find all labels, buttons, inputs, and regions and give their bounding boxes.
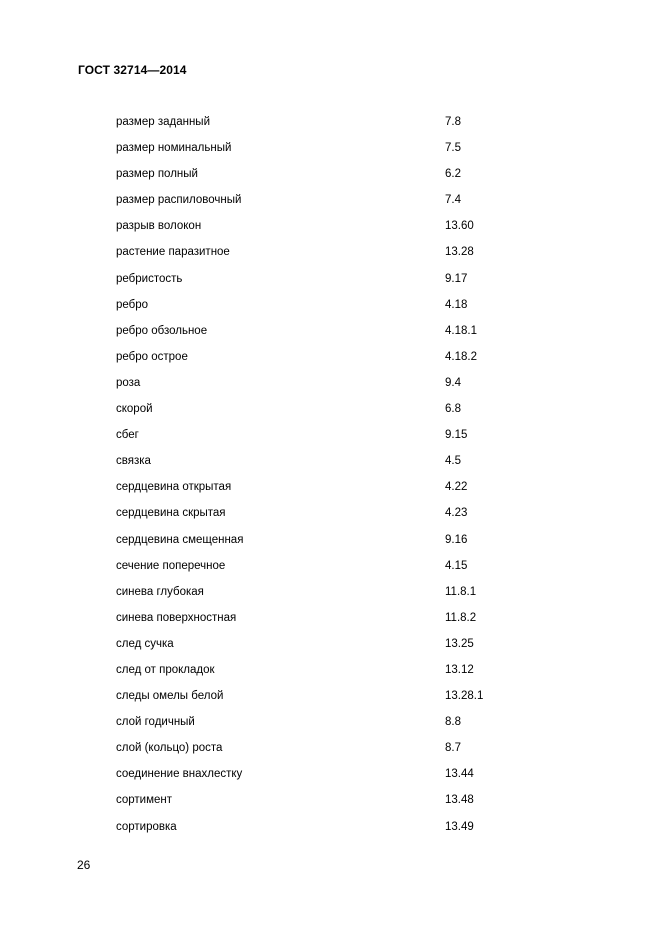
entry-reference: 4.15 xyxy=(445,559,468,572)
entry-term: синева глубокая xyxy=(116,585,204,598)
index-entry xyxy=(0,660,661,686)
entry-reference: 7.8 xyxy=(445,116,461,128)
entry-reference: 9.17 xyxy=(445,272,468,285)
index-entry xyxy=(0,295,661,321)
index-entry xyxy=(0,712,661,738)
index-entry xyxy=(0,399,661,425)
entry-reference: 11.8.1 xyxy=(445,585,477,598)
index-entry xyxy=(0,634,661,660)
entry-term: размер полный xyxy=(116,168,198,181)
entry-reference: 6.2 xyxy=(445,168,461,181)
entry-term: сердцевина смещенная xyxy=(116,533,244,546)
entry-reference: 4.18.2 xyxy=(445,350,477,363)
index-entry xyxy=(0,190,661,216)
entry-term: разрыв волокон xyxy=(116,220,202,233)
index-entry xyxy=(0,373,661,399)
entry-term: ребро обзольное xyxy=(116,324,208,337)
index-entry xyxy=(0,790,661,816)
entry-reference: 6.8 xyxy=(445,403,461,416)
entry-reference: 4.18 xyxy=(445,298,468,311)
index-entry xyxy=(0,347,661,373)
entry-reference: 8.8 xyxy=(445,716,461,729)
index-entry xyxy=(0,738,661,764)
entry-term: ребристость xyxy=(116,272,183,285)
entry-reference: 4.5 xyxy=(445,455,461,468)
index-entry xyxy=(0,556,661,582)
index-entry xyxy=(0,138,661,164)
index-entry xyxy=(0,269,661,295)
entry-term: ребро xyxy=(116,298,149,311)
index-entry xyxy=(0,764,661,790)
entry-term: синева поверхностная xyxy=(116,611,237,624)
index-entry xyxy=(0,608,661,634)
entry-reference: 13.25 xyxy=(445,637,474,650)
page-number: 26 xyxy=(77,858,91,872)
index-entry xyxy=(0,686,661,712)
entry-term: растение паразитное xyxy=(116,246,230,259)
index-entry xyxy=(0,817,661,843)
term-index-list xyxy=(0,112,661,843)
entry-term: роза xyxy=(116,376,141,389)
entry-term: соединение внахлестку xyxy=(116,768,243,781)
index-entry xyxy=(0,503,661,529)
entry-term: сердцевина открытая xyxy=(116,481,232,494)
entry-reference: 13.60 xyxy=(445,220,474,233)
index-entry xyxy=(0,321,661,347)
entry-reference: 13.28.1 xyxy=(445,690,484,703)
entry-term: размер номинальный xyxy=(116,142,232,155)
entry-term: скорой xyxy=(116,403,153,416)
index-entry xyxy=(0,164,661,190)
entry-reference: 4.23 xyxy=(445,507,468,520)
entry-term: сортимент xyxy=(116,794,173,807)
entry-reference: 13.12 xyxy=(445,663,474,676)
entry-reference: 9.16 xyxy=(445,533,468,546)
entry-reference: 9.4 xyxy=(445,376,461,389)
entry-term: след сучка xyxy=(116,637,174,650)
index-entry xyxy=(0,242,661,268)
entry-reference: 8.7 xyxy=(445,742,461,755)
entry-term: след от прокладок xyxy=(116,663,215,676)
entry-reference: 7.4 xyxy=(445,194,461,207)
entry-term: сбег xyxy=(116,429,139,442)
index-entry xyxy=(0,451,661,477)
index-entry xyxy=(0,530,661,556)
index-entry xyxy=(0,477,661,503)
entry-term: связка xyxy=(116,455,151,468)
entry-term: сечение поперечное xyxy=(116,559,226,572)
entry-term: слой (кольцо) роста xyxy=(116,742,223,755)
entry-reference: 4.22 xyxy=(445,481,468,494)
entry-term: сортировка xyxy=(116,820,177,833)
entry-reference: 13.44 xyxy=(445,768,474,781)
entry-reference: 13.28 xyxy=(445,246,474,259)
entry-reference: 11.8.2 xyxy=(445,611,477,624)
entry-reference: 13.49 xyxy=(445,820,474,833)
index-entry xyxy=(0,112,661,138)
entry-term: сердцевина скрытая xyxy=(116,507,226,520)
index-entry xyxy=(0,425,661,451)
entry-term: следы омелы белой xyxy=(116,690,224,703)
document-header: ГОСТ 32714—2014 xyxy=(78,63,187,77)
entry-reference: 13.48 xyxy=(445,794,474,807)
entry-term: ребро острое xyxy=(116,350,188,363)
index-entry xyxy=(0,216,661,242)
entry-reference: 7.5 xyxy=(445,142,461,155)
entry-term: слой годичный xyxy=(116,716,195,729)
entry-term: размер заданный xyxy=(116,116,210,128)
entry-reference: 9.15 xyxy=(445,429,468,442)
index-entry xyxy=(0,582,661,608)
entry-reference: 4.18.1 xyxy=(445,324,477,337)
entry-term: размер распиловочный xyxy=(116,194,242,207)
